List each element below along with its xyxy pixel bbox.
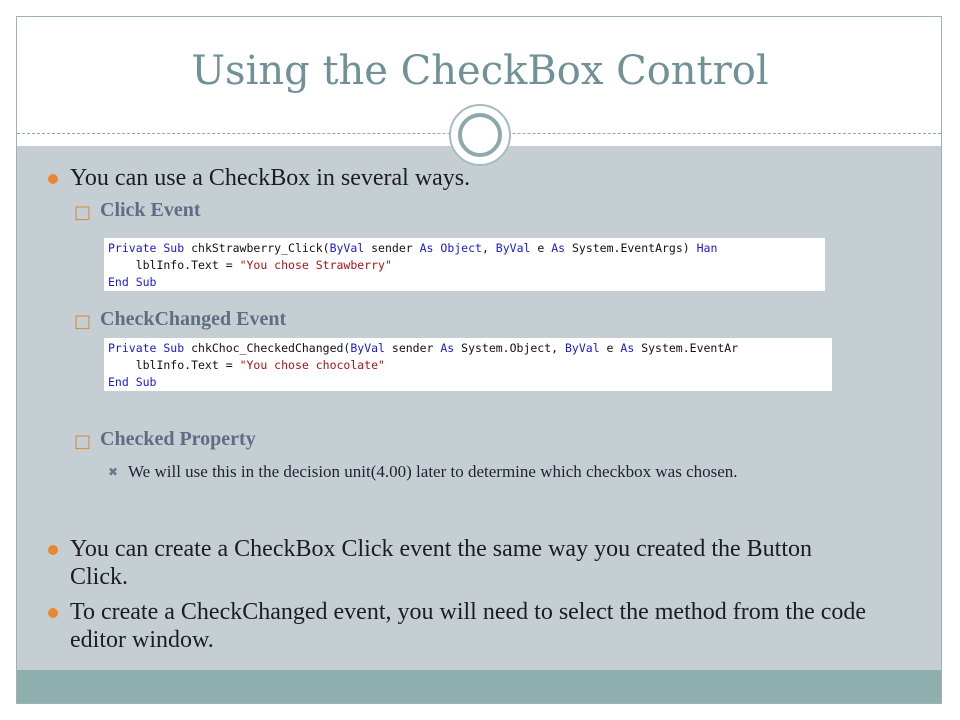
code-text: lblInfo.Text = [108,258,240,272]
code-text: e [530,241,552,255]
checkchanged-event-label: CheckChanged Event [100,308,287,330]
code-keyword: ByVal [350,341,385,355]
code-keyword: As [620,341,635,355]
x-bullet-icon: ✖ [108,465,119,479]
sub-bullet-checked-property [74,428,256,452]
sub-bullet-checkchanged-event [74,308,287,332]
code-text: chkChoc_CheckedChanged( [184,341,351,355]
bullet-intro-text: You can use a CheckBox in several ways. [70,165,471,191]
sub-bullet-click-event [74,199,201,223]
decorative-circle-icon [458,113,502,157]
code-keyword: ByVal [329,241,365,255]
code-keyword: Private Sub [108,241,185,255]
code-text: lblInfo.Text = [108,358,240,372]
code-keyword: ByVal [565,341,600,355]
sub-sub-bullet-checked-note [108,462,908,482]
content-area [17,146,941,670]
code-keyword: End Sub [108,375,157,389]
slide-title: Using the CheckBox Control [191,48,769,94]
code-text: System.Object, [454,341,565,355]
code-string: "You chose Strawberry" [239,258,392,272]
code-keyword: Han [696,241,718,255]
code-snippet-click [104,238,825,291]
bullet-dot-icon [48,608,58,618]
code-keyword: As [440,341,455,355]
footer-band [17,670,941,703]
code-text: , [481,241,496,255]
code-keyword: End Sub [108,275,157,289]
square-bullet-icon: □ [74,431,92,452]
code-keyword: ByVal [495,241,531,255]
code-keyword: Private Sub [108,341,185,355]
code-text: e [599,341,621,355]
bullet-create-checkchanged [70,598,890,654]
code-keyword: As [419,241,434,255]
click-event-label: Click Event [100,199,201,221]
checked-property-label: Checked Property [100,428,256,450]
code-keyword: As [551,241,566,255]
code-string: "You chose chocolate" [239,358,385,372]
code-text: sender [364,241,420,255]
bullet-dot-icon [48,174,58,184]
bullet-create-checkchanged-text: To create a CheckChanged event, you will need to select the method from the code editor window. [70,599,867,653]
bullet-intro [70,164,470,192]
code-snippet-checkchanged [104,338,832,391]
bullet-create-click [70,535,870,591]
code-text: chkStrawberry_Click( [184,241,330,255]
code-text: sender [384,341,441,355]
code-text: System.EventAr [634,341,739,355]
bullet-create-click-text: You can create a CheckBox Click event the same way you created the Button Click. [70,536,812,590]
square-bullet-icon: □ [74,311,92,332]
code-text: System.EventArgs) [565,241,697,255]
checked-note-text: We will use this in the decision unit(4.00) later to determine which checkbox was chosen. [128,462,738,481]
code-keyword: Object [440,241,482,255]
square-bullet-icon: □ [74,202,92,223]
bullet-dot-icon [48,545,58,555]
